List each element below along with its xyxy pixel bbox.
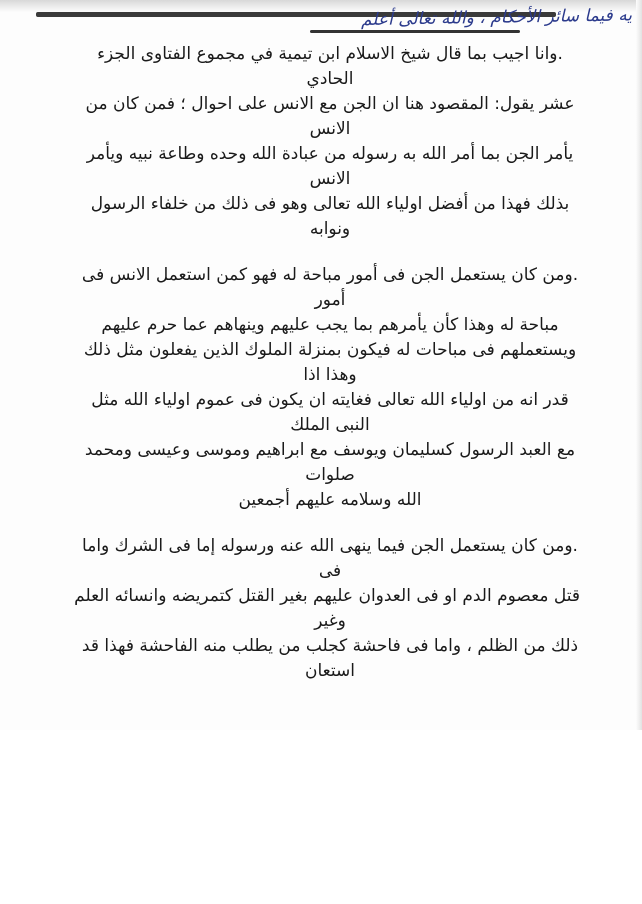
text-line: ويستعملهم فى مباحات له فيكون بمنزلة الملوك الذين يفعلون مثل ذلك — [83, 340, 577, 360]
text-line: عشر يقول: المقصود هنا ان الجن مع الانس على احوال ؛ فمن كان من — [85, 94, 575, 114]
text-line: .ومن كان يستعمل الجن فى أمور مباحة له فهو كمن استعمل الانس فى — [81, 265, 579, 285]
text-line: فى — [318, 561, 342, 581]
text-line: صلوات — [305, 465, 355, 485]
text-line: أمور — [314, 290, 346, 310]
text-line: الحادي — [306, 69, 354, 89]
text-line: وهذا اذا — [303, 365, 357, 385]
text-line: استعان — [305, 661, 355, 681]
paragraph-2 — [80, 263, 580, 513]
text-line: قتل معصوم الدم او فى العدوان عليهم بغير القتل كتمريضه وانسائه العلم — [74, 586, 580, 606]
text-line: النبى الملك — [290, 415, 370, 435]
text-line: الانس — [309, 169, 351, 189]
text-line: مباحة له وهذا كأن يأمرهم بما يجب عليهم وينهاهم عما حرم عليهم — [101, 315, 559, 335]
handwritten-note: يه فيما سائر الأحكام ، والله تعالى أعلم — [360, 5, 633, 31]
text-line: ونوابه — [309, 219, 351, 239]
text-line: .وانا اجيب بما قال شيخ الاسلام ابن تيمية في مجموع الفتاوى الجزء — [97, 44, 563, 64]
paragraph-3 — [74, 534, 580, 684]
text-line: ذلك من الظلم ، واما فى فاحشة كجلب من يطلب منه الفاحشة فهذا قد — [81, 636, 579, 656]
text-line: بذلك فهذا من أفضل اولياء الله تعالى وهو فى ذلك من خلفاء الرسول — [90, 194, 570, 214]
text-line: الله وسلامه عليهم أجمعين — [238, 490, 422, 510]
text-line: يأمر الجن بما أمر الله به رسوله من عبادة الله وحده وطاعة نبيه ويأمر — [86, 144, 574, 164]
paragraph-1 — [80, 42, 580, 242]
text-line: .ومن كان يستعمل الجن فيما ينهى الله عنه ورسوله إما فى الشرك واما — [82, 536, 578, 556]
text-line: مع العبد الرسول كسليمان ويوسف مع ابراهيم وموسى وعيسى ومحمد — [84, 440, 576, 460]
document-body — [74, 42, 580, 705]
text-line: قدر انه من اولياء الله تعالى فغايته ان يكون فى عموم اولياء الله مثل — [91, 390, 569, 410]
text-line: وغير — [314, 611, 346, 631]
blank-lower-page — [0, 730, 642, 904]
text-line: الانس — [309, 119, 351, 139]
